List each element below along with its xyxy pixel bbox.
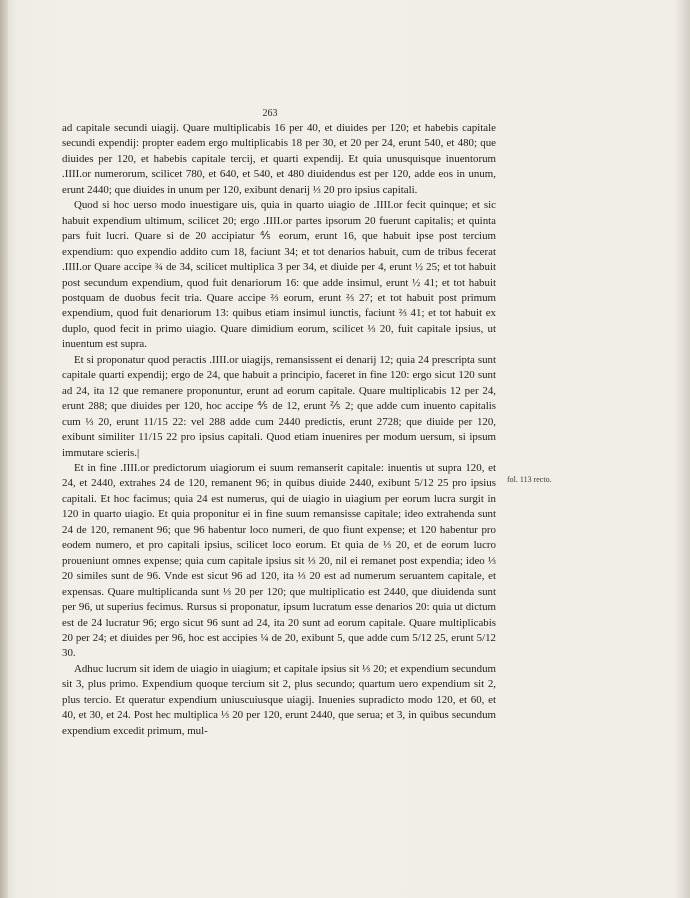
- paragraph-2: Quod si hoc uerso modo inuestigare uis, quia in quarto uiagio de .IIII.or fecit quinque; et sic habuit expendium ultimum, scilicet 20; ergo .IIII.or partes ipsorum 20 fuerunt capitalis; et quinta pars fuit lucri. Quare si de 20 accipiatur ⅘ eorum, erunt 16, que habuit ipse post tercium expendium: quo expendio addito cum 18, faciunt 34; et tot denarios habuit, cum de tribus fecerat .IIII.or Quare accipe ¾ de 34, scilicet multiplica 3 per 34, et diuide per 4, erunt ½ 25; et tot habuit post secundum expendium, quod fuit denariorum 16: que adde insimul, erunt ½ 41; et tot habuit postquam de duobus fecit tria. Quare accipe ⅔ eorum, erunt ⅔ 27; et tot habuit post primum expendium, quod fuit denariorum 13: quibus etiam insimul iunctis, faciunt ⅔ 41; et tot habuit ex duplo, quod fecit in primo uiagio. Quare dimidium eorum, scilicet ⅓ 20, fuit capitale ipsius, ut inuentum est supra.: [62, 199, 496, 351]
- page-number: 263: [262, 108, 278, 119]
- paragraph-4: Et in fine .IIII.or predictorum uiagiorum ei suum remanserit capitale: inuentis ut supra 120, et 24, et 2440, extrahes 24 de 120, remanent 96; in quibus diuide 2440, exibunt 5/12 25 pro ipsius capitali. Et hoc facimus; quia 24 est numerus, qui de uiagio in uiagium per eorum lucra surgit in 120 in quarto uiagio. Et quia proponitur ei in fine suum remansisse capitale; ideo extrahenda sunt 24 de 120, remanent 96; que 96 habentur loco numeri, de quo fiunt expense; et 120 habentur pro eodem numero, et pro capitali ipsius, scilicet loco eorum. Et quia de ⅓ 20, et de eorum lucro proueniunt omnes expense; quia cum capitale ipsius sit ⅓ 20, nil ei remanet post expendia; ideo ⅓ 20 similes sunt de 96. Vnde est sicut 96 ad 120, ita ⅓ 20 est ad numerum seruantem capitale, et expensas. Quare multiplicanda sunt ⅓ 20 per 120; que multiplicatio est 2440, que diuidenda sunt per 96, ut superius fecimus. Rursus si proponatur, ipsum lucratum esse denarios 20: quia ut dictum est de 24 lucratur 96; ergo sicut 96 sunt ad 24, ita 20 sunt ad eorum capitale. Quare multiplicabis 20 per 24; et diuides per 96, hoc est accipies ¼ de 20, exibunt 5, que adde cum 5/12 25, erunt 5/12 30.: [62, 461, 496, 660]
- paragraph-5: Adhuc lucrum sit idem de uiagio in uiagium; et capitale ipsius sit ⅓ 20; et expendium secundum sit 3, plus primo. Expendium quoque tercium sit 2, plus secundo; quartum uero expendium sit 2, plus tercio. Et queratur expendium uniuscuiusque uiagij. Inuenies supradicto modo 120, et 60, et 40, et 30, et 24. Post hec multiplica ⅓ 20 per 120, erunt 2440, que serua; et 3, in quibus secundum expendium excedit primum, mul-: [62, 662, 496, 737]
- paragraph-1: ad capitale secundi uiagij. Quare multiplicabis 16 per 40, et diuides per 120; et habebis capitale secundi expendij: propter eadem ergo multiplicabis 18 per 30, et 20 per 24, erunt 540, et 480; que diuides per 120, et habebis capitale tercij, et quarti expendij. Et quia unusquisque inuentorum .IIII.or numerorum, scilicet 780, et 640, et 540, et 480 diuidendus est per 120, adde eos in unum, erunt 2440; que diuides in unum per 120, exibunt denarij ⅓ 20 pro ipsius capitali.: [62, 122, 496, 196]
- page-edge-shadow: [676, 0, 690, 898]
- paragraph-3: Et si proponatur quod peractis .IIII.or uiagijs, remansissent ei denarij 12; quia 24 prescripta sunt capitale quarti expendij; ergo de 24, que habuit a principio, faceret in fine 120: ergo sicut 120 sunt ad 24, ita 12 que remanere proponuntur, erunt ad eorum capitale. Quare multiplicabis 12 per 24, erunt 288; que diuides per 120, hoc accipe ⅘ de 12, erunt ⅖ 2; que adde cum inuento capitalis cum ⅓ 20, erunt 11/15 22: vel 288 adde cum 2440 predictis, erunt 2728; que diuide per 120, exibunt similiter 11/15 22 pro ipsius capitali. Quod etiam inuenires per modum uersum, si ipsum immutare scieris.|: [62, 353, 496, 459]
- binding-shadow: [0, 0, 8, 898]
- margin-note: fol. 113 recto.: [507, 475, 552, 484]
- body-text: [62, 121, 496, 739]
